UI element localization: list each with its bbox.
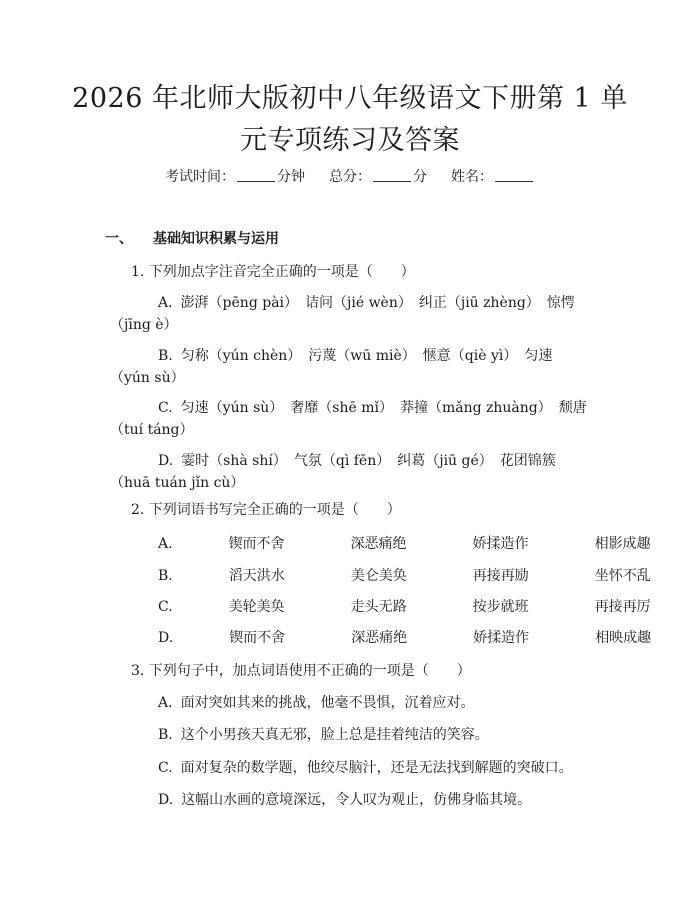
option-word: 美仑美奂: [350, 568, 407, 584]
option-word: 相映成趣: [595, 630, 652, 646]
question-2-option-b: [110, 565, 651, 587]
option-label: D.: [158, 630, 174, 646]
option-label: C.: [158, 599, 173, 615]
option-label: B.: [158, 348, 173, 364]
question-1-option-c: [110, 397, 590, 441]
option-label: A.: [158, 295, 173, 311]
option-word: 再接再厉: [594, 599, 651, 615]
option-text: 霎时（shà shí） 气氛（qì fēn） 纠葛（jiū gé） 花团锦簇（huā tuán jǐn cù）: [110, 453, 556, 491]
option-label: B.: [158, 568, 173, 584]
score-blank: [373, 169, 411, 182]
question-1-option-a: [110, 292, 590, 336]
option-text: 匀称（yún chèn） 污蔑（wū miè） 惬意（qiè yì） 匀速（yún sù）: [110, 348, 553, 386]
option-word: 深恶痛绝: [350, 536, 407, 552]
option-word: 美轮美奂: [228, 599, 285, 615]
score-label: 总分：: [329, 169, 371, 185]
option-word: 按步就班: [472, 599, 529, 615]
option-text: 这个小男孩天真无邪，脸上总是挂着纯洁的笑容。: [180, 727, 489, 743]
option-text: 澎湃（pēng pài） 诘问（jié wèn） 纠正（jiū zhèng） 惊愕（jīng è）: [110, 295, 575, 333]
page-title: [60, 78, 640, 162]
exam-score: [329, 166, 427, 186]
question-3-option-c: [110, 757, 590, 779]
title-line-1: 2026 年北师大版初中八年级语文下册第 1 单: [72, 83, 628, 114]
section-heading: [105, 228, 279, 248]
option-word: 坐怀不乱: [594, 568, 651, 584]
option-text: 这幅山水画的意境深远，令人叹为观止，仿佛身临其境。: [181, 792, 532, 808]
option-label: A.: [158, 536, 173, 552]
time-blank: [237, 169, 275, 182]
time-label: 考试时间：: [165, 169, 235, 185]
option-label: C.: [158, 760, 173, 776]
question-2-stem: 2. 下列词语书写完全正确的一项是（ ）: [131, 502, 401, 518]
question-3-option-b: [110, 724, 590, 746]
question-3-option-a: [110, 692, 590, 714]
question-1-stem: 1. 下列加点字注音完全正确的一项是（ ）: [131, 264, 415, 280]
title-line-2: 元专项练习及答案: [240, 125, 460, 156]
score-unit: 分: [413, 169, 427, 185]
option-label: D.: [158, 792, 174, 808]
option-word: 娇揉造作: [473, 630, 530, 646]
exam-time: [165, 166, 305, 186]
exam-name: [451, 166, 535, 186]
option-word: 走头无路: [350, 599, 407, 615]
exam-meta: [0, 166, 700, 186]
option-word: 锲而不舍: [228, 536, 285, 552]
option-label: A.: [158, 695, 173, 711]
option-word: 深恶痛绝: [351, 630, 408, 646]
option-text: 面对突如其来的挑战，他毫不畏惧，沉着应对。: [180, 695, 475, 711]
question-2-option-d: [110, 627, 652, 649]
option-word: 再接再励: [472, 568, 529, 584]
question-2-option-c: [110, 596, 651, 618]
question-2-option-a: [110, 533, 651, 555]
question-3-stem: 3. 下列句子中，加点词语使用不正确的一项是（ ）: [131, 663, 471, 679]
option-label: C.: [158, 400, 173, 416]
time-unit: 分钟: [277, 169, 305, 185]
question-1-option-b: [110, 345, 590, 389]
option-word: 锲而不舍: [229, 630, 286, 646]
option-word: 娇揉造作: [472, 536, 529, 552]
option-word: 相影成趣: [594, 536, 651, 552]
option-text: 匀速（yún sù） 奢靡（shē mǐ） 莽撞（mǎng zhuàng） 颓唐（tuí táng）: [110, 400, 587, 438]
option-label: B.: [158, 727, 173, 743]
question-3-option-d: [110, 789, 590, 811]
name-blank: [495, 169, 533, 182]
option-label: D.: [158, 453, 174, 469]
section-number: 一、: [105, 231, 133, 247]
name-label: 姓名：: [451, 169, 493, 185]
option-text: 面对复杂的数学题，他绞尽脑汁，还是无法找到解题的突破口。: [180, 760, 573, 776]
option-word: 滔天洪水: [228, 568, 285, 584]
section-title: 基础知识积累与运用: [153, 231, 279, 247]
question-1-option-d: [110, 450, 590, 494]
